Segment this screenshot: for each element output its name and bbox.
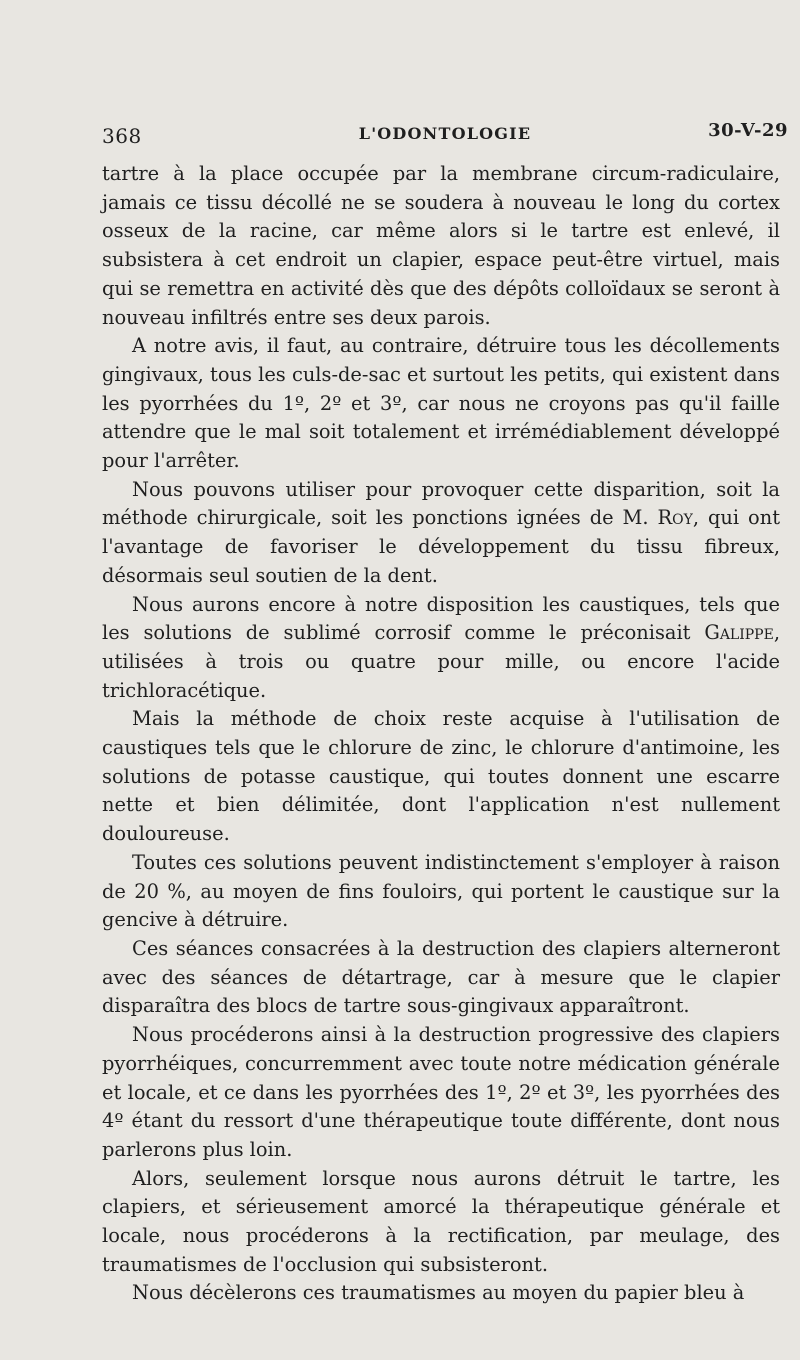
paragraph: Nous décèlerons ces traumatismes au moyen du papier bleu à xyxy=(132,1281,745,1305)
running-title: L'ODONTOLOGIE xyxy=(358,124,532,143)
author-name: Galippe xyxy=(704,621,774,645)
page-number: 368 xyxy=(102,124,142,148)
paragraph xyxy=(102,476,780,591)
paragraph: Alors, seulement lorsque nous aurons détruit le tartre, les clapiers, et sérieusement amorcé la thérapeutique générale et locale, nous procéderons à la rectification, par meulage, des traumatismes de l'occlusion qui subsisteront. xyxy=(102,1166,780,1276)
paragraph-text: , qui ont l'avantage de favoriser le développement du tissu fibreux, désormais seul soutien de la dent. xyxy=(102,506,780,587)
paragraph-text: , utilisées à trois ou quatre pour mille, ou encore l'acide trichloracétique. xyxy=(102,621,780,702)
paragraph: A notre avis, il faut, au contraire, détruire tous les décollements gingivaux, tous les culs-de-sac et surtout les petits, qui existent dans les pyorrhées du 1º, 2º et 3º, car nous ne croyons pas qu'il faille attendre que le mal soit totalement et irrémédiablement développé pour l'arrêter. xyxy=(102,334,780,473)
paragraph: Nous procéderons ainsi à la destruction progressive des clapiers pyorrhéiques, concurremment avec toute notre médication générale et locale, et ce dans les pyorrhées des 1º, 2º et 3º, les pyorrhées des 4º étant du ressort d'une thérapeutique toute différente, dont nous parlerons plus loin. xyxy=(102,1023,780,1161)
paragraph-text: Nous aurons encore à notre disposition les caustiques, tels que les solutions de sublimé corrosif comme le préconisait xyxy=(102,592,780,645)
running-header xyxy=(102,118,788,152)
paragraph-text: Nous pouvons utiliser pour provoquer cette disparition, soit la méthode chirurgicale, soit les ponctions ignées de M. xyxy=(102,477,780,530)
paragraph: Toutes ces solutions peuvent indistinctement s'employer à raison de 20 %, au moyen de fins fouloirs, qui portent le caustique sur la gencive à détruire. xyxy=(102,850,780,932)
paragraph: Ces séances consacrées à la destruction des clapiers alterneront avec des séances de détartrage, car à mesure que le clapier disparaîtra des blocs de tartre sous-gingivaux apparaîtront. xyxy=(102,936,780,1018)
paragraph: tartre à la place occupée par la membrane circum-radiculaire, jamais ce tissu décollé ne se soudera à nouveau le long du cortex osseux de la racine, car même alors si le tartre est enlevé, il subsistera à cet endroit un clapier, espace peut-être virtuel, mais qui se remettra en activité dès que des dépôts colloïdaux se seront à nouveau infiltrés entre ses deux parois. xyxy=(102,162,780,329)
paragraph: Mais la méthode de choix reste acquise à l'utilisation de caustiques tels que le chlorure de zinc, le chlorure d'antimoine, les solutions de potasse caustique, qui toutes donnent une escarre nette et bien délimitée, dont l'application n'est nullement douloureuse. xyxy=(102,707,780,846)
issue-date: 30-V-29 xyxy=(708,120,788,141)
author-name: Roy xyxy=(657,506,693,530)
page-body-text xyxy=(102,160,780,1308)
paragraph xyxy=(102,591,780,706)
